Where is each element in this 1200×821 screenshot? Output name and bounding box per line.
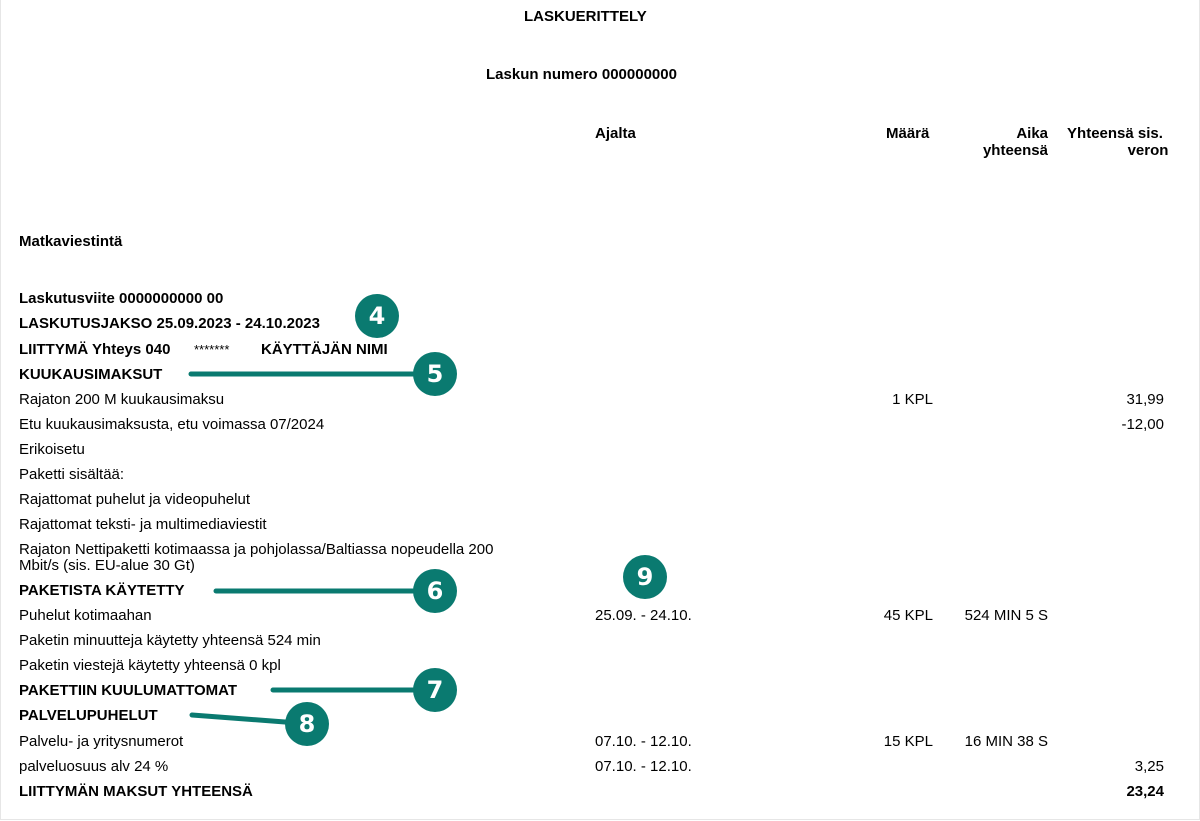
row-domestic-calls-period: 25.09. - 24.10. — [595, 607, 692, 624]
row-monthly-fees: KUUKAUSIMAKSUT — [19, 366, 163, 383]
callout-badge-6: 6 — [413, 569, 457, 613]
callout-badge-5: 5 — [413, 352, 457, 396]
row-messages: Rajattomat teksti- ja multimediaviestit — [19, 516, 267, 533]
row-subscription-total-label: LIITTYMÄN MAKSUT YHTEENSÄ — [19, 783, 253, 800]
row-service-share-total: 3,25 — [1134, 758, 1164, 775]
billing-reference: Laskutusviite 0000000000 00 — [19, 290, 224, 307]
row-service-numbers-qty: 15 KPL — [883, 733, 933, 750]
column-period: Ajalta — [595, 125, 636, 142]
column-time-total-line1: Aika — [1016, 125, 1048, 142]
column-total — [1052, 125, 1178, 159]
row-data-line2: Mbit/s (sis. EU-alue 30 Gt) — [19, 557, 195, 574]
row-service-numbers-label: Palvelu- ja yritysnumerot — [19, 733, 184, 750]
column-time-total — [948, 125, 1048, 159]
masked-number: ******* — [194, 342, 230, 357]
billing-period: LASKUTUSJAKSO 25.09.2023 - 24.10.2023 — [19, 315, 320, 332]
invoice-number: Laskun numero 000000000 — [486, 66, 677, 83]
row-discount-label: Etu kuukausimaksusta, etu voimassa 07/2024 — [19, 416, 325, 433]
row-messages-used: Paketin viestejä käytetty yhteensä 0 kpl — [19, 657, 281, 674]
row-service-numbers-time: 16 MIN 38 S — [964, 733, 1048, 750]
row-service-calls: PALVELUPUHELUT — [19, 707, 158, 724]
row-calls: Rajattomat puhelut ja videopuhelut — [19, 491, 250, 508]
row-special-offer: Erikoisetu — [19, 441, 85, 458]
user-name: KÄYTTÄJÄN NIMI — [261, 341, 388, 358]
column-time-total-line2: yhteensä — [982, 142, 1048, 159]
row-service-numbers-period: 07.10. - 12.10. — [595, 733, 692, 750]
callout-badge-8: 8 — [285, 702, 329, 746]
row-subscription-total: 23,24 — [1126, 783, 1164, 800]
callout-badge-9: 9 — [623, 555, 667, 599]
row-domestic-calls-label: Puhelut kotimaahan — [19, 607, 152, 624]
row-not-included: PAKETTIIN KUULUMATTOMAT — [19, 682, 238, 699]
column-total-line2: veron — [1127, 142, 1169, 159]
row-domestic-calls-time: 524 MIN 5 S — [964, 607, 1048, 624]
section-title: Matkaviestintä — [19, 233, 123, 250]
row-package-includes: Paketti sisältää: — [19, 466, 125, 483]
row-used-from-package: PAKETISTA KÄYTETTY — [19, 582, 185, 599]
column-total-line1: Yhteensä sis. — [1067, 125, 1163, 142]
row-unlimited-label: Rajaton 200 M kuukausimaksu — [19, 391, 225, 408]
document-title: LASKUERITTELY — [524, 8, 647, 25]
row-service-share-period: 07.10. - 12.10. — [595, 758, 692, 775]
subscription-label: LIITTYMÄ Yhteys 040 — [19, 341, 171, 358]
row-domestic-calls-qty: 45 KPL — [883, 607, 933, 624]
row-unlimited-qty: 1 KPL — [892, 391, 933, 408]
column-quantity: Määrä — [886, 125, 930, 142]
row-discount-total: -12,00 — [1121, 416, 1164, 433]
row-unlimited-total: 31,99 — [1126, 391, 1164, 408]
callout-badge-4: 4 — [355, 294, 399, 338]
row-minutes-used: Paketin minuutteja käytetty yhteensä 524 min — [19, 632, 321, 649]
row-service-share-label: palveluosuus alv 24 % — [19, 758, 169, 775]
callout-badge-7: 7 — [413, 668, 457, 712]
row-data-line1: Rajaton Nettipaketti kotimaassa ja pohjolassa/Baltiassa nopeudella 200 — [19, 541, 494, 558]
